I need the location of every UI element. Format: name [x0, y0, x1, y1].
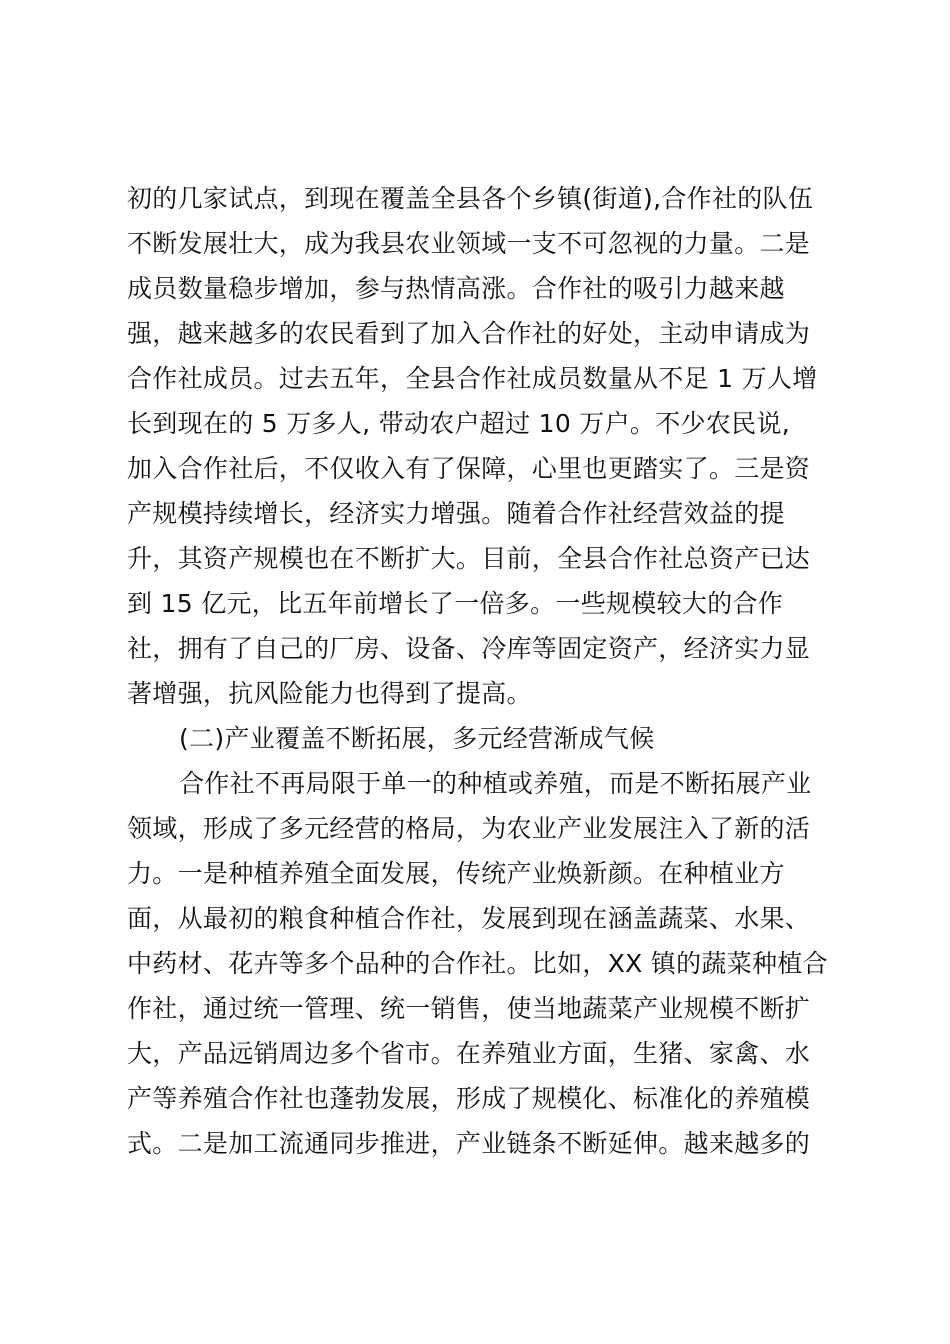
text-line: 强，越来越多的农民看到了加入合作社的好处，主动申请成为	[127, 319, 811, 348]
text-line: 加入合作社后，不仅收入有了保障，心里也更踏实了。三是资	[127, 454, 811, 483]
text-line: 中药材、花卉等多个品种的合作社。比如，XX 镇的蔬菜种植合	[127, 949, 828, 978]
text-line: 成员数量稳步增加，参与热情高涨。合作社的吸引力越来越	[127, 274, 785, 303]
text-line: 力。一是种植养殖全面发展，传统产业焕新颜。在种植业方	[127, 859, 785, 888]
text-line: 不断发展壮大，成为我县农业领域一支不可忽视的力量。二是	[127, 229, 811, 258]
text-line: 初的几家试点，到现在覆盖全县各个乡镇(街道),合作社的队伍	[127, 184, 814, 213]
text-line: 合作社成员。过去五年，全县合作社成员数量从不足 1 万人增	[127, 364, 818, 393]
text-line: 大，产品远销周边多个省市。在养殖业方面，生猪、家禽、水	[127, 1039, 811, 1068]
text-line: 升，其资产规模也在不断扩大。目前，全县合作社总资产已达	[127, 544, 811, 573]
text-line: 领域，形成了多元经营的格局，为农业产业发展注入了新的活	[127, 814, 811, 843]
text-line: 产等养殖合作社也蓬勃发展，形成了规模化、标准化的养殖模	[127, 1084, 811, 1113]
text-line: 面，从最初的粮食种植合作社，发展到现在涵盖蔬菜、水果、	[127, 904, 811, 933]
body-text	[127, 176, 847, 1166]
text-line: 长到现在的 5 万多人, 带动农户超过 10 万户。不少农民说,	[127, 409, 790, 438]
paragraph-first-line: 合作社不再局限于单一的种植或养殖，而是不断拓展产业	[179, 769, 812, 798]
section-heading: (二)产业覆盖不断拓展，多元经营渐成气候	[179, 724, 655, 753]
text-line: 社，拥有了自己的厂房、设备、冷库等固定资产，经济实力显	[127, 634, 811, 663]
text-line: 著增强，抗风险能力也得到了提高。	[127, 679, 532, 708]
text-line: 作社，通过统一管理、统一销售，使当地蔬菜产业规模不断扩	[127, 994, 811, 1023]
text-line: 产规模持续增长，经济实力增强。随着合作社经营效益的提	[127, 499, 785, 528]
text-line: 式。二是加工流通同步推进，产业链条不断延伸。越来越多的	[127, 1129, 811, 1158]
text-line: 到 15 亿元，比五年前增长了一倍多。一些规模较大的合作	[127, 589, 784, 618]
